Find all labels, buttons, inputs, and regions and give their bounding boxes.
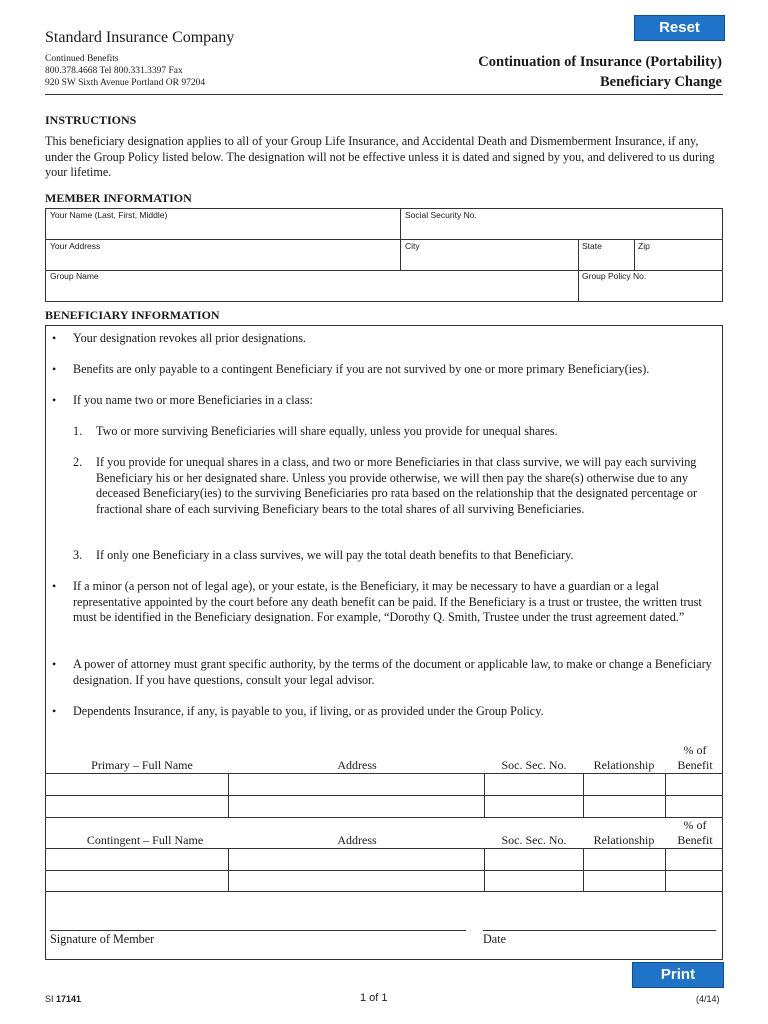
ssn-header: Soc. Sec. No. — [501, 833, 567, 847]
page-number: 1 of 1 — [360, 992, 388, 1004]
class-rule-2: If you provide for unequal shares in a class, and two or more Beneficiaries in that class survive, we will pay each surviving Beneficiary his or her designated share. Unless you provide otherwise, we will then pay the share(s) otherwise due to any deceased Beneficiary(ies) to the surviving Beneficiaries pro rata based on the relationship that the designated percentage or fractional share of each surviving Beneficiary bears to the total shares of all surviving Beneficiaries. — [96, 455, 698, 516]
divider — [578, 239, 579, 302]
member-city-field[interactable]: City — [405, 241, 420, 251]
member-info-heading: MEMBER INFORMATION — [45, 191, 192, 205]
member-ssn-field[interactable]: Social Security No. — [405, 210, 477, 220]
list-number: 1. — [73, 424, 83, 438]
beneficiary-note-2: Benefits are only payable to a contingent Beneficiary if you are not survived by one or more primary Beneficiary(ies). — [73, 362, 650, 376]
revision-date: (4/14) — [696, 994, 720, 1004]
table-row — [45, 773, 723, 774]
beneficiary-note-6: Dependents Insurance, if any, is payable to you, if living, or as provided under the Group Policy. — [73, 704, 544, 718]
primary-name-header: Primary – Full Name — [91, 758, 193, 772]
list-number: 3. — [73, 548, 83, 562]
form-prefix: SI — [45, 994, 54, 1004]
print-button[interactable]: Print — [632, 962, 724, 988]
beneficiary-note-4: If a minor (a person not of legal age), or your estate, is the Beneficiary, it may be necessary to have a guardian or a legal representative appointed by the court before any death benefit can be paid. If the Beneficiary is a trust or trustee, the written trust must be identified in the Beneficiary designation. For example, “Dorothy Q. Smith, Trustee under the trust agreement dated.” — [73, 579, 702, 624]
group-name-field[interactable]: Group Name — [50, 271, 99, 281]
company-name: Standard Insurance Company — [45, 29, 235, 46]
divider — [45, 239, 723, 240]
member-name-field[interactable]: Your Name (Last, First, Middle) — [50, 210, 168, 220]
percent-header-line1: % of — [683, 818, 707, 832]
percent-header-line2: Benefit — [677, 758, 713, 772]
percent-header-line2: Benefit — [677, 833, 713, 847]
instructions-text: This beneficiary designation applies to all of your Group Life Insurance, and Accidental Death and Dismemberment Insurance, if any, under the Group Policy listed below. The designation will not be effective unless it is dated and signed by you, and delivered to us during your lifetime. — [45, 134, 715, 179]
divider — [228, 773, 229, 817]
percent-header-line1: % of — [683, 743, 707, 757]
reset-button[interactable]: Reset — [634, 15, 725, 41]
form-number: 17141 — [56, 994, 82, 1004]
bullet: • — [52, 704, 57, 718]
header-divider — [45, 94, 723, 95]
beneficiary-info-heading: BENEFICIARY INFORMATION — [45, 308, 220, 322]
contingent-name-header: Contingent – Full Name — [86, 833, 204, 847]
table-row — [45, 891, 723, 892]
bullet: • — [52, 393, 57, 407]
beneficiary-note-3: If you name two or more Beneficiaries in a class: — [73, 393, 313, 407]
member-state-field[interactable]: State — [582, 241, 602, 251]
address-header: Address — [337, 833, 377, 847]
member-zip-field[interactable]: Zip — [638, 241, 650, 251]
table-row — [45, 848, 723, 849]
instructions-heading: INSTRUCTIONS — [45, 113, 137, 127]
divider — [665, 848, 666, 891]
signature-label: Signature of Member — [50, 932, 155, 946]
form-subtitle: Beneficiary Change — [599, 74, 722, 90]
list-number: 2. — [73, 455, 83, 469]
group-policy-field[interactable]: Group Policy No. — [582, 271, 647, 281]
divider — [583, 848, 584, 891]
bullet: • — [52, 657, 57, 671]
table-row — [45, 795, 723, 796]
contact-phones: 800.378.4668 Tel 800.331.3397 Fax — [45, 66, 183, 76]
divider — [228, 848, 229, 891]
ssn-header: Soc. Sec. No. — [501, 758, 567, 772]
class-rule-3: If only one Beneficiary in a class survives, we will pay the total death benefits to that Beneficiary. — [96, 548, 574, 562]
form-id — [45, 994, 81, 1004]
table-row — [45, 817, 723, 818]
divider — [400, 208, 401, 270]
signature-line[interactable] — [50, 930, 466, 931]
class-rule-1: Two or more surviving Beneficiaries will share equally, unless you provide for unequal shares. — [96, 424, 558, 438]
date-line[interactable] — [483, 930, 716, 931]
divider — [634, 239, 635, 270]
divider — [484, 773, 485, 817]
bullet: • — [52, 331, 57, 345]
form-title: Continuation of Insurance (Portability) — [478, 54, 722, 70]
relationship-header: Relationship — [593, 758, 655, 772]
table-row — [45, 870, 723, 871]
member-info-box — [45, 208, 723, 302]
address-header: Address — [337, 758, 377, 772]
beneficiary-note-1: Your designation revokes all prior designations. — [73, 331, 307, 345]
bullet: • — [52, 579, 57, 593]
divider — [665, 773, 666, 817]
beneficiary-note-5: A power of attorney must grant specific authority, by the terms of the document or applicable law, to make or change a Beneficiary designation. If you have questions, consult your legal advisor. — [73, 657, 712, 687]
bullet: • — [52, 362, 57, 376]
member-address-field[interactable]: Your Address — [50, 241, 101, 251]
beneficiary-info-box — [45, 325, 723, 960]
date-label: Date — [483, 932, 507, 946]
divider — [583, 773, 584, 817]
department-label: Continued Benefits — [45, 54, 119, 64]
divider — [484, 848, 485, 891]
company-address: 920 SW Sixth Avenue Portland OR 97204 — [45, 78, 206, 88]
relationship-header: Relationship — [593, 833, 655, 847]
